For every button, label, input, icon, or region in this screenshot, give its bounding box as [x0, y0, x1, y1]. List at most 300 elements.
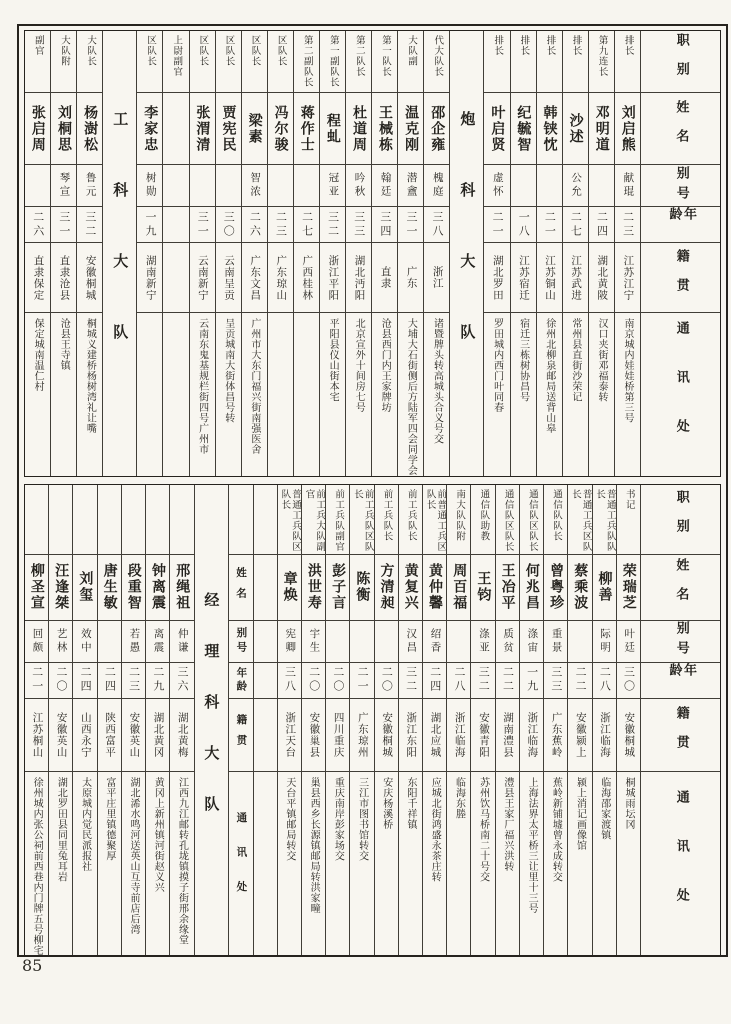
- column-header-zhi: [229, 485, 253, 555]
- native-place-cell: 广东: [398, 243, 423, 313]
- job-cell: 区队长: [268, 31, 293, 93]
- native-place-cell: 江苏宿迁: [511, 243, 536, 313]
- job-cell: 上尉副官: [163, 31, 188, 93]
- alias-cell: 际明: [593, 621, 616, 663]
- address-cell: 富平庄里镇德聚厚: [103, 776, 115, 861]
- age-cell: 三八: [278, 663, 301, 699]
- native-place-cell: 安徽桐城: [375, 699, 398, 772]
- age-cell: 一八: [511, 207, 536, 243]
- alias-cell: 吟秋: [346, 165, 371, 207]
- native-place-cell: 湖北应城: [423, 699, 446, 772]
- job-cell: [49, 485, 72, 555]
- name-cell: [163, 93, 188, 165]
- alias-cell: [568, 621, 591, 663]
- job-cell: 排长: [537, 31, 562, 93]
- native-place-cell: 安徽青阳: [471, 699, 494, 772]
- address-cell: 江西九江邮转孔垅镇摸子街邢余缘堂: [176, 776, 188, 945]
- name-cell: 汪逢桀: [49, 555, 72, 621]
- address-cell: 宿迁三栋树协昌号: [517, 318, 529, 402]
- alias-cell: [25, 165, 50, 207]
- address-cell: 常州县直街沙荣记: [569, 318, 581, 402]
- job-cell: 前工兵队副官: [326, 485, 349, 555]
- person-column: [25, 31, 50, 476]
- alias-cell: [268, 165, 293, 207]
- job-cell: 普通工兵队队长: [593, 485, 616, 555]
- alias-cell: 宇生: [302, 621, 325, 663]
- address-cell: 太原城内觉民派报社: [79, 776, 91, 871]
- native-place-cell: 四川重庆: [326, 699, 349, 772]
- alias-cell: 公允: [563, 165, 588, 207]
- age-cell: 三〇: [216, 207, 241, 243]
- name-cell: 陈衡: [350, 555, 373, 621]
- name-cell: 柳善: [593, 555, 616, 621]
- native-place-cell: 直隶: [372, 243, 397, 313]
- column-header-hao: 别号: [641, 621, 720, 663]
- name-cell: 何兆昌: [520, 555, 543, 621]
- age-cell: 二一: [537, 207, 562, 243]
- address-cell: 徐州北柳泉邮局送背山皋: [543, 318, 555, 434]
- address-cell: 湖北浠水鸣河送英山互寺前店后湾: [128, 776, 140, 934]
- alias-cell: 离震: [146, 621, 169, 663]
- group-label: 工科大队: [111, 111, 130, 396]
- age-cell: 一九: [520, 663, 543, 699]
- person-column: [293, 31, 319, 476]
- person-column: [614, 31, 640, 476]
- person-column: [25, 485, 48, 956]
- alias-cell: [447, 621, 470, 663]
- age-cell: 三二: [471, 663, 494, 699]
- native-place-cell: 直隶沧县: [51, 243, 76, 313]
- native-place-cell: 江苏桐山: [25, 699, 48, 772]
- age-cell: 二三: [615, 207, 640, 243]
- name-cell: 温克刚: [398, 93, 423, 165]
- address-cell: 临海东塍: [453, 776, 465, 819]
- name-cell: [254, 555, 277, 621]
- name-cell: 方清昶: [375, 555, 398, 621]
- address-cell: 沧县王寺镇: [58, 318, 70, 371]
- native-place-cell: 广西桂林: [294, 243, 319, 313]
- job-cell: [25, 485, 48, 555]
- person-column: [543, 485, 567, 956]
- name-cell: 刘玺: [73, 555, 96, 621]
- address-cell: [268, 313, 293, 476]
- age-cell: 三三: [544, 663, 567, 699]
- alias-cell: [163, 165, 188, 207]
- name-cell: 柳圣宣: [25, 555, 48, 621]
- age-cell: 三二: [77, 207, 102, 243]
- job-cell: 区队长: [137, 31, 162, 93]
- address-cell: 安庆杨溪桥: [380, 776, 392, 829]
- alias-cell: 槐庭: [424, 165, 449, 207]
- native-place-cell: 广东琼山: [268, 243, 293, 313]
- alias-cell: 若愚: [122, 621, 145, 663]
- job-cell: [98, 485, 121, 555]
- page-frame: [17, 24, 728, 957]
- person-column: [446, 485, 470, 956]
- name-cell: 叶启贤: [484, 93, 509, 165]
- age-cell: 三一: [190, 207, 215, 243]
- address-cell: 呈贡城南大街体昌号转: [222, 318, 234, 423]
- age-cell: 二〇: [375, 663, 398, 699]
- alias-cell: [254, 621, 277, 663]
- job-cell: 副官: [25, 31, 50, 93]
- person-column: [495, 485, 519, 956]
- address-cell: 桐城雨坛冈: [622, 776, 634, 829]
- sub-header-column: [228, 485, 253, 956]
- column-header-ji: 籍贯: [641, 699, 720, 772]
- native-place-cell: 浙江: [424, 243, 449, 313]
- job-cell: 第九连长: [589, 31, 614, 93]
- name-cell: 纪毓智: [511, 93, 536, 165]
- person-column: [483, 31, 509, 476]
- native-place-cell: 湖南澧县: [496, 699, 519, 772]
- native-place-cell: 湖北罗田: [484, 243, 509, 313]
- job-cell: 第二副队长: [294, 31, 319, 93]
- alias-cell: [216, 165, 241, 207]
- job-cell: 排长: [615, 31, 640, 93]
- alias-cell: 虚怀: [484, 165, 509, 207]
- age-cell: 二〇: [49, 663, 72, 699]
- person-column: [48, 485, 72, 956]
- age-cell: 三一: [398, 207, 423, 243]
- column-header-zhi: 职别: [641, 31, 720, 93]
- person-column: [121, 485, 145, 956]
- alias-cell: 汉昌: [399, 621, 422, 663]
- person-column: [567, 485, 591, 956]
- age-cell: 三三: [346, 207, 371, 243]
- column-header-name: 姓名: [641, 555, 720, 621]
- native-place-cell: 广东蕉岭: [544, 699, 567, 772]
- person-column: [510, 31, 536, 476]
- native-place-cell: 湖北黄陂: [589, 243, 614, 313]
- age-cell: 二七: [563, 207, 588, 243]
- column-header-name: 姓名: [229, 555, 253, 621]
- person-column: [398, 485, 422, 956]
- address-cell: 沧县西门内王家牌坊: [379, 318, 391, 413]
- name-cell: 刘桐思: [51, 93, 76, 165]
- native-place-cell: 云南新宁: [190, 243, 215, 313]
- native-place-cell: 安徽桐城: [77, 243, 102, 313]
- job-cell: 前普通工兵区队长: [423, 485, 446, 555]
- person-column: [325, 485, 349, 956]
- job-cell: [146, 485, 169, 555]
- alias-cell: [98, 621, 121, 663]
- age-cell: 三六: [170, 663, 193, 699]
- person-column: [267, 31, 293, 476]
- name-cell: 邵企雍: [424, 93, 449, 165]
- name-cell: 沙述: [563, 93, 588, 165]
- address-cell: [254, 772, 277, 956]
- name-cell: 李家忠: [137, 93, 162, 165]
- person-column: [162, 31, 188, 476]
- job-cell: 第二队长: [346, 31, 371, 93]
- native-place-cell: 江苏江宁: [615, 243, 640, 313]
- column-header-addr: 通讯处: [235, 811, 248, 915]
- alias-cell: 树勋: [137, 165, 162, 207]
- address-cell: 南京城内娃娃桥第三号: [622, 318, 634, 423]
- native-place-cell: 浙江临海: [447, 699, 470, 772]
- age-cell: 二九: [146, 663, 169, 699]
- person-column: [422, 485, 446, 956]
- job-cell: 区队长: [242, 31, 267, 93]
- age-cell: 二六: [242, 207, 267, 243]
- address-cell: 湖北罗田县同里兔耳岩: [55, 776, 67, 882]
- person-column: [588, 31, 614, 476]
- age-cell: 三〇: [617, 663, 640, 699]
- person-column: [301, 485, 325, 956]
- address-cell: 徐州城内张公祠前西巷内门牌五号柳宅: [31, 776, 43, 955]
- job-cell: 区队长: [216, 31, 241, 93]
- header-column: [640, 31, 720, 476]
- address-cell: 苏州饮马桥南二十号交: [477, 776, 489, 882]
- alias-cell: [537, 165, 562, 207]
- name-cell: 杨澍松: [77, 93, 102, 165]
- name-cell: 黄仲馨: [423, 555, 446, 621]
- name-cell: 曾粤珍: [544, 555, 567, 621]
- address-cell: 罗田城内西门叶同春: [491, 318, 503, 413]
- alias-cell: [190, 165, 215, 207]
- address-cell: 颍上消记画像馆: [574, 776, 586, 850]
- person-column: [345, 31, 371, 476]
- job-cell: 区队长: [190, 31, 215, 93]
- alias-cell: 绍香: [423, 621, 446, 663]
- address-cell: 重庆南岸彭家场交: [332, 776, 344, 861]
- alias-cell: 重景: [544, 621, 567, 663]
- person-column: [50, 31, 76, 476]
- person-column: [423, 31, 449, 476]
- age-cell: 二一: [25, 663, 48, 699]
- address-cell: [137, 313, 162, 476]
- age-cell: 二七: [294, 207, 319, 243]
- native-place-cell: 浙江平阳: [320, 243, 345, 313]
- address-cell: 北京宣外十间房七号: [353, 318, 365, 413]
- job-cell: [254, 485, 277, 555]
- person-column: [374, 485, 398, 956]
- name-cell: 邓明道: [589, 93, 614, 165]
- age-cell: 二八: [593, 663, 616, 699]
- column-header-age: 年龄: [641, 663, 720, 699]
- native-place-cell: 浙江临海: [520, 699, 543, 772]
- native-place-cell: 湖北黄冈: [146, 699, 169, 772]
- column-header-ji: 籍贯: [641, 243, 720, 313]
- native-place-cell: 浙江临海: [593, 699, 616, 772]
- group-label: 炮科大队: [458, 111, 477, 396]
- job-cell: 前工兵大队副官: [302, 485, 325, 555]
- age-cell: 一九: [137, 207, 162, 243]
- alias-cell: 献琨: [615, 165, 640, 207]
- job-cell: 第一副队长: [320, 31, 345, 93]
- native-place-cell: 湖北沔阳: [346, 243, 371, 313]
- native-place-cell: [254, 699, 277, 772]
- job-cell: 前工兵队长: [399, 485, 422, 555]
- address-cell: 广州市大东门福兴街南强医舍: [248, 318, 260, 455]
- alias-cell: [350, 621, 373, 663]
- native-place-cell: 江苏铜山: [537, 243, 562, 313]
- person-column: [241, 31, 267, 476]
- native-place-cell: 广东文昌: [242, 243, 267, 313]
- age-cell: [163, 207, 188, 243]
- name-cell: 唐生敏: [98, 555, 121, 621]
- person-column: [470, 485, 494, 956]
- person-column: [397, 31, 423, 476]
- name-cell: 段重智: [122, 555, 145, 621]
- alias-cell: 叶廷: [617, 621, 640, 663]
- name-cell: 王械栋: [372, 93, 397, 165]
- age-cell: 二四: [73, 663, 96, 699]
- address-cell: 桐城义建桥杨树湾礼让嘴: [84, 318, 96, 434]
- job-cell: 通信队队长: [544, 485, 567, 555]
- job-cell: 通信队区队长: [496, 485, 519, 555]
- name-cell: 洪世寿: [302, 555, 325, 621]
- group-column: [102, 31, 136, 476]
- person-column: [277, 485, 301, 956]
- alias-cell: [511, 165, 536, 207]
- name-cell: 冯尔骏: [268, 93, 293, 165]
- person-column: [536, 31, 562, 476]
- native-place-cell: 安徽桐城: [617, 699, 640, 772]
- person-column: [76, 31, 102, 476]
- alias-cell: 冠亚: [320, 165, 345, 207]
- column-header-addr: 通讯处: [673, 789, 689, 937]
- alias-cell: [375, 621, 398, 663]
- address-cell: 巢县西乡长源镇邮局转洪家疃: [308, 776, 320, 913]
- person-column: [215, 31, 241, 476]
- age-cell: [254, 663, 277, 699]
- person-column: [136, 31, 162, 476]
- age-cell: 三四: [372, 207, 397, 243]
- age-cell: 二一: [484, 207, 509, 243]
- alias-cell: 仲谦: [170, 621, 193, 663]
- name-cell: 黄复兴: [399, 555, 422, 621]
- column-header-age: 年龄: [641, 207, 720, 243]
- column-header-hao: 别号: [229, 621, 253, 663]
- native-place-cell: 安徽巢县: [302, 699, 325, 772]
- native-place-cell: [163, 243, 188, 313]
- person-column: [319, 31, 345, 476]
- person-column: [616, 485, 640, 956]
- age-cell: 二三: [268, 207, 293, 243]
- address-cell: [294, 313, 319, 476]
- job-cell: 通信队区队长: [520, 485, 543, 555]
- alias-cell: 质贫: [496, 621, 519, 663]
- address-cell: 云南东鬼基规栏街四号广州市: [196, 318, 208, 455]
- age-cell: 二六: [25, 207, 50, 243]
- alias-cell: 艺林: [49, 621, 72, 663]
- age-cell: 二〇: [326, 663, 349, 699]
- alias-cell: 潜盦: [398, 165, 423, 207]
- group-column: [194, 485, 228, 956]
- age-cell: 二一: [350, 663, 373, 699]
- alias-cell: 琴宣: [51, 165, 76, 207]
- person-column: [145, 485, 169, 956]
- age-cell: 二二: [568, 663, 591, 699]
- job-cell: 排长: [484, 31, 509, 93]
- address-cell: 平阳县仪山街本宅: [327, 318, 339, 402]
- address-cell: 汉口夹街邓福泰转: [595, 318, 607, 402]
- name-cell: 荣瑞芝: [617, 555, 640, 621]
- header-column: [640, 485, 720, 956]
- job-cell: 书记: [617, 485, 640, 555]
- native-place-cell: 江苏武进: [563, 243, 588, 313]
- age-cell: 三八: [424, 207, 449, 243]
- native-place-cell: 浙江天台: [278, 699, 301, 772]
- native-place-cell: 湖北黄梅: [170, 699, 193, 772]
- column-header-name: 姓名: [641, 93, 720, 165]
- name-cell: 杜道周: [346, 93, 371, 165]
- alias-cell: 涤亚: [471, 621, 494, 663]
- column-header-age: 年龄: [229, 663, 253, 699]
- age-cell: 二四: [98, 663, 121, 699]
- alias-cell: [326, 621, 349, 663]
- name-cell: 章焕: [278, 555, 301, 621]
- address-cell: 诸暨牌头转高城头合义号交: [431, 318, 443, 444]
- job-cell: 普通工兵区队长: [568, 485, 591, 555]
- age-cell: 二四: [589, 207, 614, 243]
- column-header-ji: 籍贯: [229, 699, 253, 772]
- person-column: [519, 485, 543, 956]
- job-cell: [170, 485, 193, 555]
- person-column: [72, 485, 96, 956]
- address-cell: 保定城南温仁村: [32, 318, 44, 392]
- person-column: [189, 31, 215, 476]
- job-cell: [122, 485, 145, 555]
- name-cell: 周百福: [447, 555, 470, 621]
- address-cell: 澧县王家厂福兴洪转: [501, 776, 513, 871]
- roster-table-bottom: [24, 484, 721, 957]
- job-cell: 代大队长: [424, 31, 449, 93]
- age-cell: 三一: [51, 207, 76, 243]
- name-cell: 邢绳祖: [170, 555, 193, 621]
- address-cell: 临海邵家渡镇: [598, 776, 610, 840]
- name-cell: 梁素: [242, 93, 267, 165]
- person-column: [349, 485, 373, 956]
- name-cell: 张渭清: [190, 93, 215, 165]
- native-place-cell: 浙江东阳: [399, 699, 422, 772]
- job-cell: 排长: [563, 31, 588, 93]
- native-place-cell: 山西永宁: [73, 699, 96, 772]
- address-cell: 应城北街鸿盛永茶庄转: [429, 776, 441, 882]
- name-cell: 张启周: [25, 93, 50, 165]
- address-cell: 天台平镇邮局转交: [283, 776, 295, 861]
- age-cell: 二八: [447, 663, 470, 699]
- job-cell: 南大队队附: [447, 485, 470, 555]
- address-cell: 上海法界太平桥三让里十三号: [526, 776, 538, 913]
- native-place-cell: 广东琼州: [350, 699, 373, 772]
- address-cell: 三江市图书馆转交: [356, 776, 368, 861]
- native-place-cell: 陕西富平: [98, 699, 121, 772]
- person-column: [371, 31, 397, 476]
- name-cell: 韩铗忱: [537, 93, 562, 165]
- address-cell: 蕉岭新铺墟曾永成转交: [550, 776, 562, 882]
- address-cell: 大埔大石街侧后方陆军四会同学会: [405, 318, 417, 476]
- job-cell: 通信队助教: [471, 485, 494, 555]
- name-cell: 王钧: [471, 555, 494, 621]
- native-place-cell: 湖南新宁: [137, 243, 162, 313]
- job-cell: 普通工兵队区队长: [278, 485, 301, 555]
- name-cell: 钟离震: [146, 555, 169, 621]
- group-column: [449, 31, 483, 476]
- job-cell: 第一队长: [372, 31, 397, 93]
- name-cell: 蔡乘波: [568, 555, 591, 621]
- job-cell: 大队副: [398, 31, 423, 93]
- job-cell: 排长: [511, 31, 536, 93]
- name-cell: 彭子言: [326, 555, 349, 621]
- address-cell: 黄冈上新州镇河街赵义兴: [152, 776, 164, 892]
- roster-table-top: [24, 30, 721, 477]
- age-cell: 二三: [122, 663, 145, 699]
- native-place-cell: 直隶保定: [25, 243, 50, 313]
- age-cell: 二四: [423, 663, 446, 699]
